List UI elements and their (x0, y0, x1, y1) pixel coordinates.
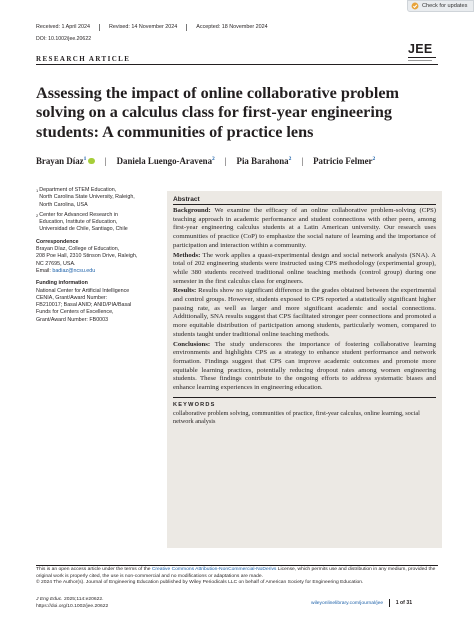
email-link[interactable]: badiaz@ncsu.edu (52, 267, 96, 274)
abstract-results (173, 287, 436, 339)
author-separator: | (104, 156, 107, 166)
header-divider (36, 64, 438, 65)
affiliation-number: 1 (36, 188, 39, 193)
abstract-body: Results show no significant difference in the grades obtained between the experimental and control groups. However, students exposed to CPS reported a statistically significant higher passing rate, as well as larger and more significant academic and social connections. Additionally, SNA results suggest that CPS facilitated stronger peer connections and promoted a more equitable distribution of participation among students, particularly women, compared to students taught under traditional online teaching methods. (173, 287, 436, 338)
author-4[interactable] (313, 156, 375, 166)
article-dates (36, 24, 277, 31)
keywords-heading: KEYWORDS (173, 397, 436, 408)
logo-divider (408, 57, 436, 58)
email-label: Email: (36, 267, 51, 274)
article-title: Assessing the impact of online collaborative problem solving on a calculus class for first-year engineering students: A communities of practice lens (36, 84, 400, 141)
license-text-before: This is an open access article under the terms of the (36, 567, 152, 572)
author-name: Patricio Felmer (313, 156, 373, 166)
license-notice (36, 567, 438, 587)
abstract-methods (173, 252, 436, 287)
affiliation-2 (36, 212, 160, 234)
abstract-body: We examine the efficacy of an online collaborative problem-solving (CPS) teaching approach in academic performance and student connections with other peers, among first-year engineering calculus students at a Latin American university. Our research uses communities of practice (CoP) to emphasize the social nature of learning and the importance of participation and interaction within a community. (173, 207, 436, 249)
abstract-body: The work applies a quasi-experimental design and social network analysis (SNA). A total of 202 engineering students were instructed using CPS methodology (experimental group), while 380 students received traditional online teaching methods (control group) during one semester in the first calculus class for engineers. (173, 251, 436, 285)
front-matter-sidebar (36, 187, 160, 324)
funding-text: National Center for Artificial Intelligence CENIA, Grant/Award Number: FB210017; Basal ANID; ANID/PIA/Basal Funds for Centers of Excellence, Grant/Award Number: FB0003 (36, 287, 132, 323)
journal-logo (408, 43, 442, 61)
abstract-lead: Methods: (173, 251, 201, 259)
journal-logo-text: JEE (408, 42, 433, 56)
author-name: Daniela Luengo-Aravena (116, 156, 213, 166)
abstract-lead: Background: (173, 207, 211, 214)
abstract-box (167, 191, 442, 548)
abstract-conclusions (173, 341, 436, 393)
correspondence-heading: Correspondence (36, 238, 79, 245)
affiliation-number: 2 (36, 212, 39, 218)
orcid-icon[interactable] (88, 158, 95, 165)
page-number: 1 of 31 (395, 600, 413, 606)
check-updates-icon (411, 2, 419, 10)
copyright-line: © 2024 The Author(s). Journal of Engineering Education published by Wiley Periodicals LLC on behalf of American Society for Engineering Education. (36, 580, 364, 585)
correspondence-email (36, 268, 160, 275)
doi[interactable]: DOI: 10.1002/jee.20622 (36, 36, 92, 42)
citation-line (36, 597, 108, 604)
author-separator: | (301, 156, 304, 166)
affiliation-text: Department of STEM Education, North Carolina State University, Raleigh, North Carolina, USA (39, 187, 135, 208)
author-affiliation-ref: 2 (212, 156, 215, 163)
accepted-date: Accepted: 18 November 2024 (186, 24, 276, 31)
article-type: RESEARCH ARTICLE (36, 55, 131, 63)
logo-subline (408, 60, 432, 61)
journal-abbrev: J Eng Educ. (36, 597, 63, 602)
funding-heading: Funding information (36, 280, 88, 287)
footer-separator (389, 599, 390, 607)
check-updates-label: Check for updates (422, 3, 468, 9)
author-name: Brayan Díaz (36, 156, 84, 166)
author-separator: | (224, 156, 227, 166)
author-2[interactable] (117, 156, 215, 166)
author-affiliation-ref: 2 (288, 156, 292, 163)
affiliation-text: Center for Advanced Research in Education, Institute of Education, Universidad de Chile, Santiago, Chile (39, 211, 128, 233)
footer-divider (36, 565, 438, 566)
check-for-updates-button[interactable] (407, 0, 474, 12)
received-date: Received: 1 April 2024 (36, 24, 90, 30)
license-link[interactable]: Creative Commons Attribution-NonCommercial-NoDerivs (151, 567, 277, 572)
citation-volume: 2025;114:e20622. (62, 597, 104, 602)
abstract-body: The study underscores the importance of fostering collaborative learning environments and highlights CPS as a strategy to enhance student performance and network formation. Findings suggest that CPS can improve academic outcomes and promote more equitable learning practices, potentially reducing dropout rates among women engineering students. These findings contribute to the ongoing efforts to address systematic biases and enhance learning experiences in engineering education. (173, 340, 436, 392)
abstract-lead: Conclusions: (173, 340, 211, 348)
author-1[interactable] (36, 156, 86, 166)
page-footer (311, 599, 412, 607)
correspondence-text: Brayan Díaz, College of Education, 208 Poe Hall, 2310 Stinson Drive, Raleigh, NC 27695, USA. (36, 246, 138, 267)
author-3[interactable] (237, 156, 292, 166)
journal-site-link[interactable]: wileyonlinelibrary.com/journal/jee (311, 600, 384, 606)
author-list (36, 156, 375, 166)
author-affiliation-ref: 1 (83, 156, 87, 163)
footer-doi-link[interactable]: https://doi.org/10.1002/jee.20622 (36, 603, 109, 609)
author-affiliation-ref: 2 (372, 156, 376, 163)
keywords-text: collaborative problem solving, communities of practice, first-year calculus, online learning, social network analysis (173, 409, 420, 426)
abstract-heading: Abstract (173, 196, 436, 205)
citation-footer (36, 597, 108, 610)
author-name: Pia Barahona (236, 156, 289, 166)
license-text-after: License, which permits use and distribution in any medium, provided the original work is properly cited, the use is non-commercial and no modifications or adaptations are made. (36, 567, 436, 579)
affiliation-1 (36, 187, 160, 209)
revised-date: Revised: 14 November 2024 (99, 24, 186, 31)
abstract-lead: Results: (173, 287, 197, 295)
abstract-background (173, 207, 436, 251)
